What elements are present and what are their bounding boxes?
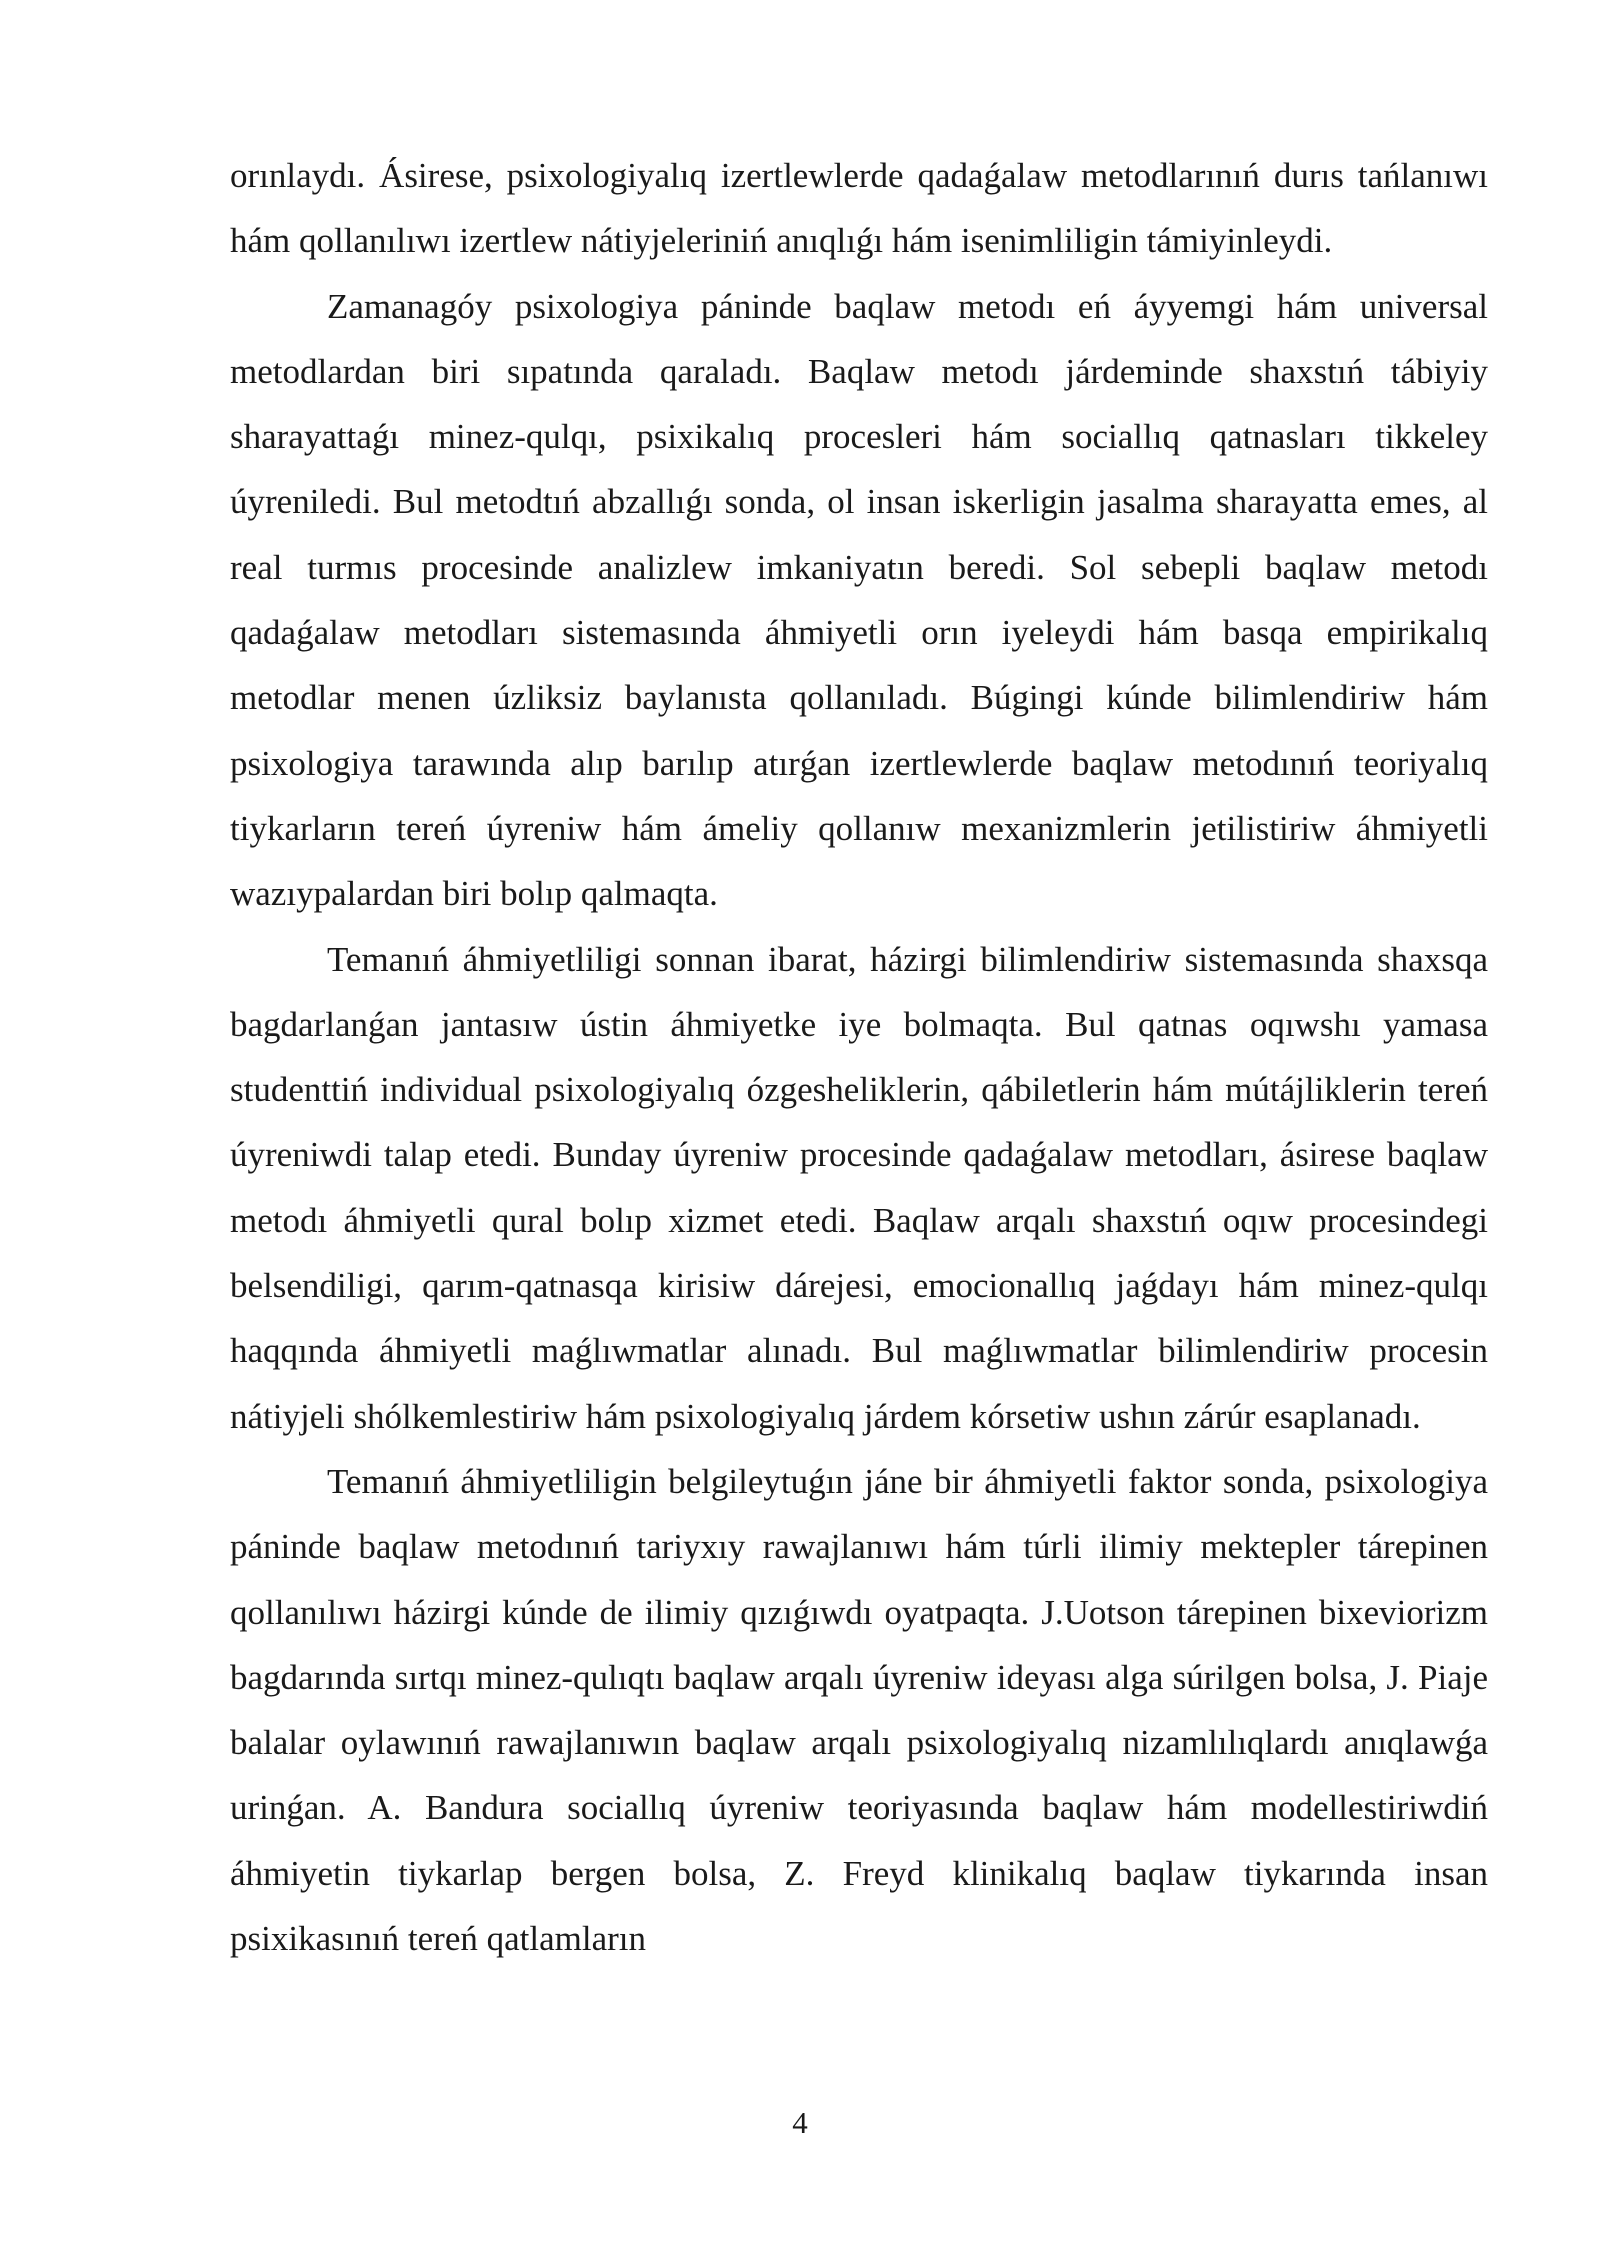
paragraph-observation-method: Zamanagóy psixologiya páninde baqlaw metodı eń áyyemgi hám universal metodlardan biri sıpatında qaraladı. Baqlaw metodı járdeminde shaxstıń tábiyiy sharayattaǵı minez-qulqı, psixikalıq procesleri hám sociallıq qatnasları tikkeley úyreniledi. Bul metodtıń abzallıǵı sonda, ol insan iskerligin jasalma sharayatta emes, al real turmıs procesinde analizlew imkaniyatın beredi. Sol sebepli baqlaw metodı qadaǵalaw metodları sistemasında áhmiyetli orın iyeleydi hám basqa empirikalıq metodlar menen úzliksiz baylanısta qollanıladı. Búgingi kúnde bilimlendiriw hám psixologiya tarawında alıp barılıp atırǵan izertlewlerde baqlaw metodınıń teoriyalıq tiykarların tereń úyreniw hám ámeliy qollanıw mexanizmlerin jetilistiriw áhmiyetli wazıypalardan biri bolıp qalmaqta. — [230, 286, 1488, 914]
paragraph-continuation: orınlaydı. Ásirese, psixologiyalıq izertlewlerde qadaǵalaw metodlarınıń durıs tańlanıwı hám qollanılıwı izertlew nátiyjeleriniń anıqlıǵı hám isenimliligin támiyinleydi. — [230, 156, 1488, 261]
page-number: 4 — [792, 2105, 808, 2140]
paragraph-historical-factor: Temanıń áhmiyetliligin belgileytuǵın jáne bir áhmiyetli faktor sonda, psixologiya páninde baqlaw metodınıń tariyxıy rawajlanıwı hám túrli ilimiy mektepler tárepinen qollanılıwı házirgi kúnde de ilimiy qızıǵıwdı oyatpaqta. J.Uotson tárepinen bixeviorizm bagdarında sırtqı minez-qulıqtı baqlaw arqalı úyreniw ideyası alga súrilgen bolsa, J. Piaje balalar oylawınıń rawajlanıwın baqlaw arqalı psixologiyalıq nizamlılıqlardı anıqlawǵa urinǵan. A. Bandura sociallıq úyreniw teoriyasında baqlaw hám modellestiriwdiń áhmiyetin tiykarlap bergen bolsa, Z. Freyd klinikalıq baqlaw tiykarında insan psixikasınıń tereń qatlamların — [230, 1461, 1488, 1959]
paragraph-topic-relevance: Temanıń áhmiyetliligi sonnan ibarat, házirgi bilimlendiriw sistemasında shaxsqa bagdarlanǵan jantasıw ústin áhmiyetke iye bolmaqta. Bul qatnas oqıwshı yamasa studenttiń individual psixologiyalıq ózgesheliklerin, qábiletlerin hám mútájliklerin tereń úyreniwdi talap etedi. Bunday úyreniw procesinde qadaǵalaw metodları, ásirese baqlaw metodı áhmiyetli qural bolıp xizmet etedi. Baqlaw arqalı shaxstıń oqıw procesindegi belsendiligi, qarım-qatnasqa kirisiw dárejesi, emocionallıq jaǵdayı hám minez-qulqı haqqında áhmiyetli maǵlıwmatlar alınadı. Bul maǵlıwmatlar bilimlendiriw procesin nátiyjeli shólkemlestiriw hám psixologiyalıq járdem kórsetiw ushın zárúr esaplanadı. — [230, 939, 1488, 1436]
body-text — [230, 143, 1488, 1971]
